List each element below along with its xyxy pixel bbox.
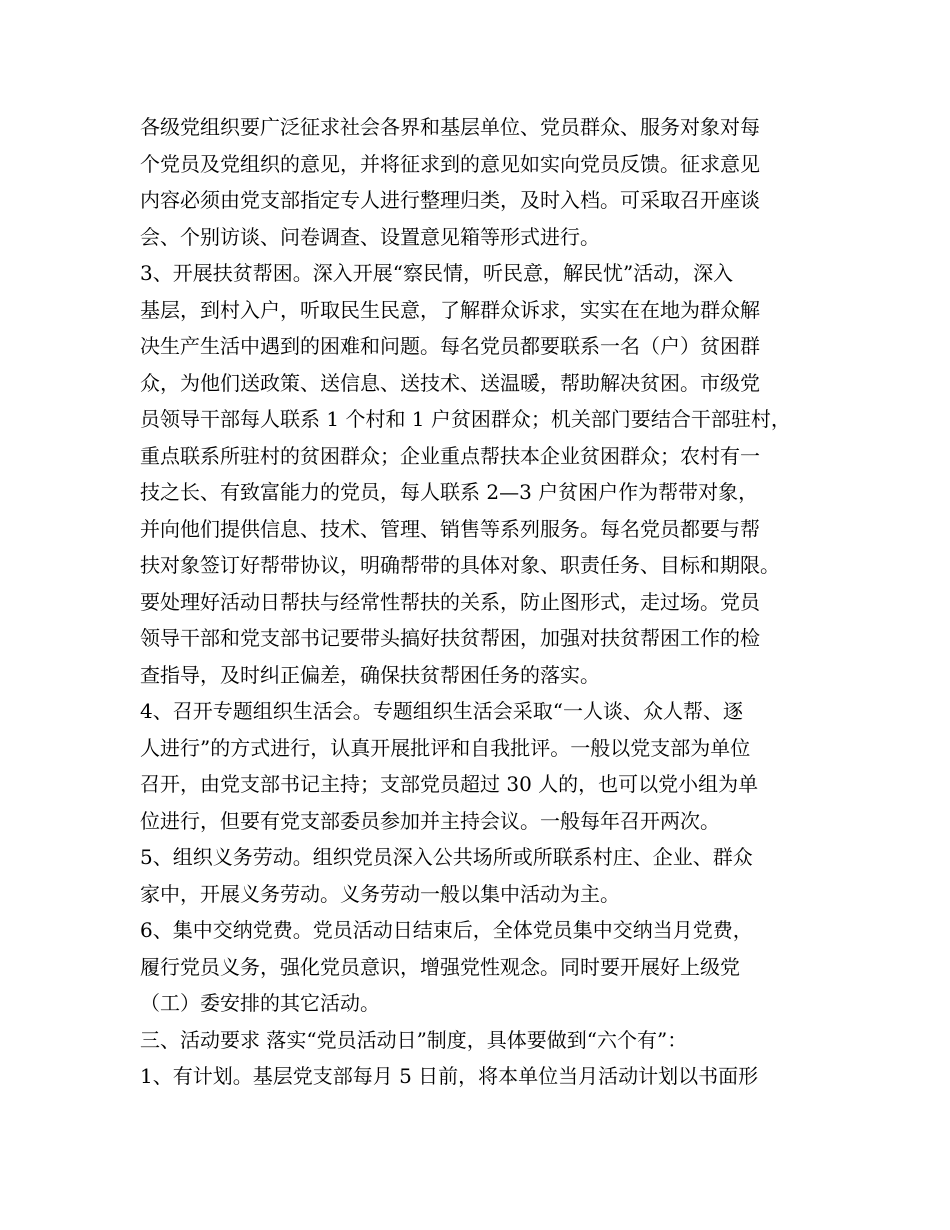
text-line-18: 人进行”的方式进行，认真开展批评和自我批评。一般以党支部为单位 [140, 735, 751, 760]
text-line-11: 技之长、有致富能力的党员，每人联系 2—3 户贫困户作为帮带对象， [140, 480, 759, 504]
text-line-1: 各级党组织要广泛征求社会各界和基层单位、党员群众、服务对象对每 [140, 115, 760, 139]
text-line-27: 1、有计划。基层党支部每月 5 日前，将本单位当月活动计划以书面形 [140, 1064, 759, 1088]
text-line-20: 位进行，但要有党支部委员参加并主持会议。一般每年召开两次。 [140, 808, 720, 833]
text-line-14: 要处理好活动日帮扶与经常性帮扶的关系，防止图形式，走过场。党员 [140, 589, 760, 614]
text-line-10: 重点联系所驻村的贫困群众；企业重点帮扶本企业贫困群众；农村有一 [140, 443, 760, 468]
text-line-8: 众，为他们送政策、送信息、送技术、送温暖，帮助解决贫困。市级党 [140, 370, 760, 395]
text-line-2: 个党员及党组织的意见，并将征求到的意见如实向党员反馈。征求意见 [140, 151, 760, 176]
text-line-15: 领导干部和党支部书记要带头搞好扶贫帮困，加强对扶贫帮困工作的检 [140, 626, 760, 650]
text-line-5: 3、开展扶贫帮困。深入开展“察民情，听民意，解民忧”活动，深入 [140, 261, 734, 285]
text-line-23: 6、集中交纳党费。党员活动日结束后，全体党员集中交纳当月党费， [140, 918, 753, 942]
text-line-16: 查指导，及时纠正偏差，确保扶贫帮困任务的落实。 [140, 662, 600, 687]
text-line-4: 会、个别访谈、问卷调查、设置意见箱等形式进行。 [140, 224, 600, 249]
text-line-21: 5、组织义务劳动。组织党员深入公共场所或所联系村庄、企业、群众 [140, 845, 753, 869]
text-line-13: 扶对象签订好帮带协议，明确帮带的具体对象、职责任务、目标和期限。 [140, 553, 780, 577]
text-line-7: 决生产生活中遇到的困难和问题。每名党员都要联系一名（户）贫困群 [140, 334, 760, 358]
text-line-6: 基层，到村入户，听取民生民意，了解群众诉求，实实在在地为群众解 [140, 297, 760, 322]
text-line-25: （工）委安排的其它活动。 [140, 991, 380, 1015]
text-line-3: 内容必须由党支部指定专人进行整理归类，及时入档。可采取召开座谈 [140, 188, 760, 212]
body-text [140, 109, 840, 1095]
text-line-12: 并向他们提供信息、技术、管理、销售等系列服务。每名党员都要与帮 [140, 516, 760, 541]
text-line-17: 4、召开专题组织生活会。专题组织生活会采取“一人谈、众人帮、逐 [140, 699, 743, 723]
text-line-22: 家中，开展义务劳动。义务劳动一般以集中活动为主。 [140, 881, 620, 906]
text-line-26: 三、活动要求 落实“党员活动日”制度，具体要做到“六个有”： [140, 1027, 688, 1052]
text-line-24: 履行党员义务，强化党员意识，增强党性观念。同时要开展好上级党 [140, 954, 740, 979]
text-line-19: 召开，由党支部书记主持；支部党员超过 30 人的，也可以党小组为单 [140, 772, 759, 796]
text-line-9: 员领导干部每人联系 1 个村和 1 户贫困群众；机关部门要结合干部驻村， [140, 407, 791, 431]
